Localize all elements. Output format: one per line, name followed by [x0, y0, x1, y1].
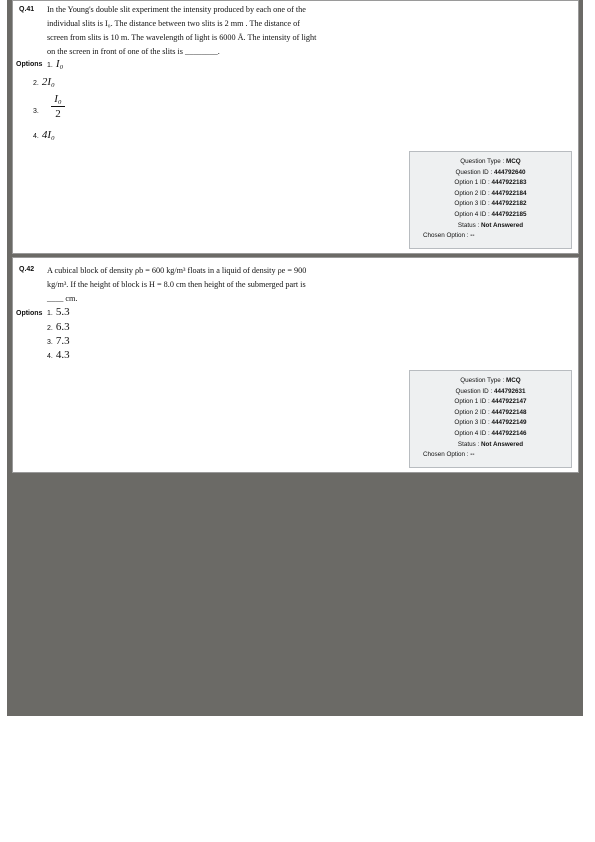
- option-number: 1.: [47, 310, 53, 317]
- option-4[interactable]: [33, 129, 55, 141]
- question-text: [47, 3, 347, 59]
- option-2[interactable]: [33, 76, 55, 88]
- meta-value: 4447922185: [491, 210, 527, 218]
- meta-label: Question Type :: [460, 158, 505, 165]
- question-card: [12, 0, 579, 254]
- option-value: 6.3: [55, 321, 70, 333]
- option-4[interactable]: [47, 349, 70, 361]
- meta-value: 4447922147: [491, 398, 527, 406]
- chosen-option-row: [410, 231, 571, 242]
- meta-label: Option 3 ID :: [454, 200, 490, 208]
- fraction-bar: [51, 106, 65, 107]
- meta-value: 4447922183: [491, 179, 527, 187]
- question-number: Q.42: [19, 266, 35, 273]
- question-id-row: [410, 168, 571, 179]
- question-meta-panel: [409, 151, 572, 249]
- meta-value: 444792631: [493, 387, 526, 395]
- meta-label: Option 2 ID :: [454, 189, 490, 197]
- option-3[interactable]: [33, 104, 42, 116]
- meta-label: Chosen Option :: [423, 451, 469, 459]
- meta-label: Option 4 ID :: [454, 429, 490, 437]
- option-number: 2.: [47, 325, 53, 332]
- meta-value: 4447922184: [491, 189, 527, 197]
- option-value: 4I₀: [41, 129, 55, 141]
- meta-label: Chosen Option :: [423, 232, 469, 240]
- meta-label: Status :: [457, 221, 480, 229]
- option-value: 7.3: [55, 335, 70, 347]
- question-type-row: [410, 376, 571, 387]
- question-text-line: kg/m³. If the height of block is H = 8.0 cm then height of the submerged part is: [47, 280, 306, 289]
- option-id-row: [410, 210, 571, 221]
- question-text-line: ____ cm.: [47, 294, 78, 303]
- option-1[interactable]: [47, 58, 63, 70]
- question-text-line: on the screen in front of one of the slits is ________.: [47, 47, 220, 56]
- meta-label: Option 1 ID :: [454, 398, 490, 406]
- question-number: Q.41: [19, 6, 35, 13]
- option-id-row: [410, 178, 571, 189]
- option-number: 4.: [47, 353, 53, 360]
- meta-value: MCQ: [506, 377, 521, 384]
- meta-label: Status :: [457, 440, 480, 448]
- meta-value: 4447922149: [491, 419, 527, 427]
- option-value: I₀: [55, 58, 64, 70]
- question-text-line: In the Young's double slit experiment the intensity produced by each one of the: [47, 5, 306, 14]
- meta-value: 4447922182: [491, 200, 527, 208]
- question-card: [12, 257, 579, 473]
- chosen-option-row: [410, 450, 571, 461]
- option-id-row: [410, 429, 571, 440]
- option-number: 3.: [33, 108, 39, 115]
- option-value: 5.3: [55, 306, 70, 318]
- question-type-row: [410, 157, 571, 168]
- meta-label: Question ID :: [455, 387, 493, 395]
- option-id-row: [410, 189, 571, 200]
- options-label: [16, 310, 42, 317]
- question-text-line: screen from slits is 10 m. The wavelength of light is 6000 Å. The intensity of light: [47, 33, 317, 42]
- question-meta-panel: [409, 370, 572, 468]
- question-text: [47, 264, 367, 306]
- option-id-row: [410, 418, 571, 429]
- meta-label: Option 1 ID :: [454, 179, 490, 187]
- option-id-row: [410, 397, 571, 408]
- question-id-row: [410, 387, 571, 398]
- meta-label: Option 4 ID :: [454, 210, 490, 218]
- fraction-denominator: 2: [55, 108, 61, 120]
- status-row: [410, 221, 571, 232]
- status-value: Not Answered: [481, 221, 524, 229]
- options-label-text: Options: [16, 310, 43, 317]
- option-1[interactable]: [47, 306, 70, 318]
- options-label: [16, 61, 42, 68]
- meta-label: Question Type :: [460, 377, 505, 384]
- option-2[interactable]: [47, 321, 70, 333]
- chosen-value: --: [470, 451, 475, 459]
- chosen-value: --: [470, 232, 475, 240]
- meta-value: 444792640: [493, 168, 526, 176]
- option-value: 4.3: [55, 349, 70, 361]
- status-value: Not Answered: [481, 440, 524, 448]
- option-number: 4.: [33, 133, 39, 140]
- fraction-numerator: I₀: [54, 93, 62, 105]
- option-number: 1.: [47, 62, 53, 69]
- option-id-row: [410, 408, 571, 419]
- meta-label: Option 2 ID :: [454, 408, 490, 416]
- option-id-row: [410, 199, 571, 210]
- option-3-fraction: [51, 93, 65, 120]
- options-label-text: Options: [16, 61, 43, 68]
- question-text-line: individual slits is I₀. The distance between two slits is 2 mm . The distance of: [47, 19, 300, 28]
- status-row: [410, 440, 571, 451]
- option-value: 2I₀: [41, 76, 55, 88]
- option-number: 3.: [47, 339, 53, 346]
- meta-value: MCQ: [506, 158, 521, 165]
- option-number: 2.: [33, 80, 39, 87]
- option-3[interactable]: [47, 335, 70, 347]
- question-text-line: A cubical block of density ρb = 600 kg/m³ floats in a liquid of density ρe = 900: [47, 266, 307, 275]
- meta-value: 4447922146: [491, 429, 527, 437]
- meta-label: Question ID :: [455, 168, 493, 176]
- meta-label: Option 3 ID :: [454, 419, 490, 427]
- meta-value: 4447922148: [491, 408, 527, 416]
